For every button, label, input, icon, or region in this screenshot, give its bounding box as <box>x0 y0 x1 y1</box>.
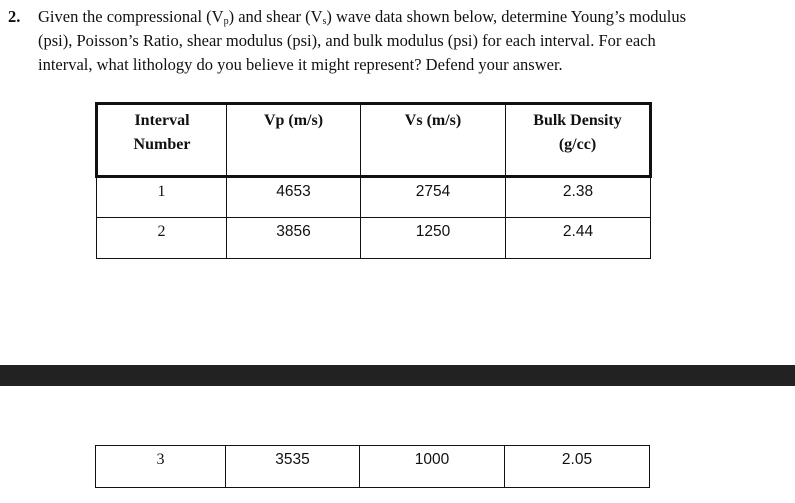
header-density-line1: Bulk Density <box>533 112 622 129</box>
question-line-1 <box>38 5 686 29</box>
wave-data-table <box>95 102 652 259</box>
cell-vs: 2754 <box>361 177 506 218</box>
table-row <box>97 177 651 218</box>
cell-vp: 3535 <box>226 446 360 488</box>
cell-vs: 1000 <box>360 446 505 488</box>
question-line-1a: Given the compressional (V <box>38 7 224 26</box>
table-header-row <box>97 104 651 177</box>
table-row <box>96 446 650 488</box>
header-density-line2: (g/cc) <box>558 136 597 153</box>
header-interval-line1: Interval <box>134 112 190 129</box>
header-vp <box>227 104 361 177</box>
question-line-3: interval, what lithology do you believe it might represent? Defend your answer. <box>38 55 563 74</box>
cell-interval: 1 <box>97 177 227 218</box>
subscript-p: p <box>223 16 229 27</box>
cell-density: 2.05 <box>505 446 650 488</box>
subscript-s: s <box>322 16 327 27</box>
header-vp-label: Vp (m/s) <box>263 112 324 129</box>
question-line-1c: ) wave data shown below, determine Young’s modulus <box>326 7 686 26</box>
question-line-1b: ) and shear (V <box>228 7 323 26</box>
cell-vp: 3856 <box>227 218 361 259</box>
table-row <box>97 218 651 259</box>
header-vs-label: Vs (m/s) <box>404 112 462 129</box>
header-interval-number <box>97 104 227 177</box>
page-divider-bar <box>0 365 795 386</box>
cell-interval: 2 <box>97 218 227 259</box>
cell-density: 2.44 <box>506 218 651 259</box>
cell-vp: 4653 <box>227 177 361 218</box>
wave-data-table-continued <box>95 445 650 488</box>
header-bulk-density <box>506 104 651 177</box>
cell-density: 2.38 <box>506 177 651 218</box>
cell-interval: 3 <box>96 446 226 488</box>
header-interval-line2: Number <box>133 136 191 153</box>
cell-vs: 1250 <box>361 218 506 259</box>
question-line-2: (psi), Poisson’s Ratio, shear modulus (psi), and bulk modulus (psi) for each interval. For each <box>38 31 656 50</box>
header-vs <box>361 104 506 177</box>
question-number: 2. <box>8 7 21 26</box>
